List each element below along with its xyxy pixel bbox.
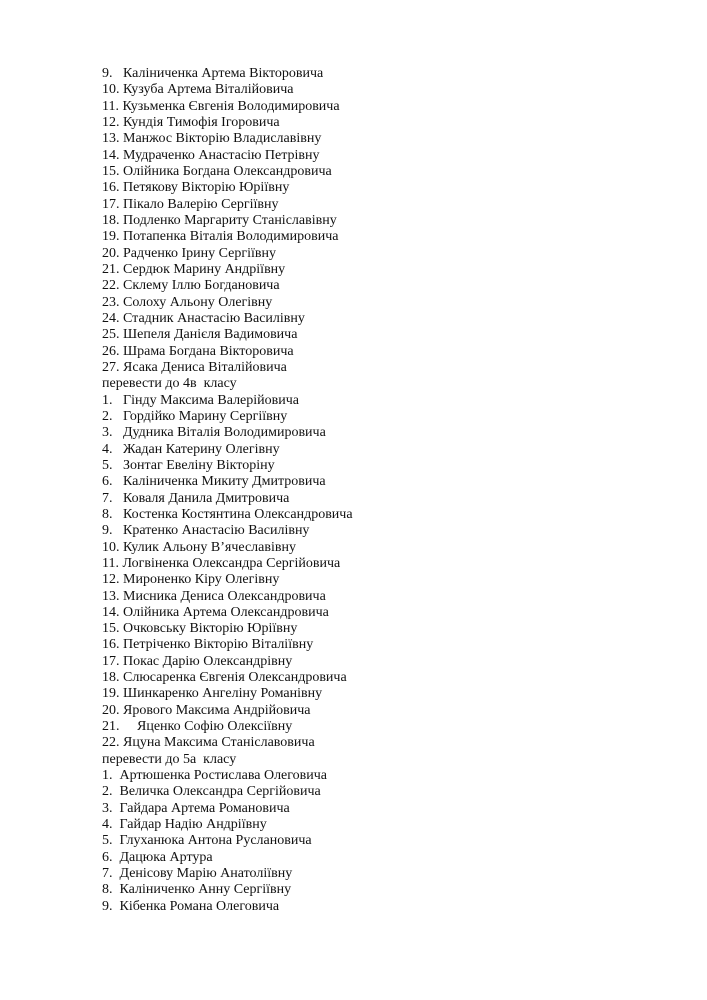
list-item: 21. Яценко Софію Олексіївну xyxy=(102,719,293,735)
list-item: 19. Шинкаренко Ангеліну Романівну xyxy=(102,686,323,702)
list-item: 1. Артюшенка Ростислава Олеговича xyxy=(102,768,328,784)
list-item: 5. Зонтаг Евеліну Вікторіну xyxy=(102,457,275,473)
list-item: 8. Каліниченко Анну Сергіївну xyxy=(102,882,292,898)
list-item: 6. Дацюка Артура xyxy=(102,849,213,865)
list-item: 15. Олійника Богдана Олександровича xyxy=(102,163,332,179)
list-item: 25. Шепеля Данієля Вадимовича xyxy=(102,327,298,343)
list-item: 13. Манжос Вікторію Владиславівну xyxy=(102,131,322,147)
section-heading-5a: перевести до 5а класу xyxy=(102,751,237,767)
list-item: 7. Коваля Данила Дмитровича xyxy=(102,490,290,506)
list-item: 4. Гайдар Надію Андріївну xyxy=(102,817,267,833)
student-list xyxy=(102,66,662,915)
list-item: 26. Шрама Богдана Вікторовича xyxy=(102,343,294,359)
list-item: 3. Гайдара Артема Романовича xyxy=(102,800,290,816)
list-item: 13. Мисника Дениса Олександровича xyxy=(102,588,326,604)
list-item: 9. Каліниченка Артема Вікторовича xyxy=(102,66,324,81)
list-item: 21. Сердюк Марину Андріївну xyxy=(102,261,286,277)
list-item: 17. Покас Дарію Олександрівну xyxy=(102,653,293,669)
list-item: 12. Кундія Тимофія Ігоровича xyxy=(102,114,280,130)
list-item: 2. Величка Олександра Сергійовича xyxy=(102,784,321,800)
list-item: 14. Олійника Артема Олександровича xyxy=(102,604,329,620)
list-item: 24. Стадник Анастасію Василівну xyxy=(102,310,305,326)
list-item: 15. Очковську Вікторію Юріївну xyxy=(102,621,298,637)
list-item: 18. Слюсаренка Євгенія Олександровича xyxy=(102,670,347,686)
list-item: 16. Петріченко Вікторію Віталіївну xyxy=(102,637,314,653)
list-item: 7. Денісову Марію Анатоліївну xyxy=(102,866,293,882)
list-item: 22. Яцуна Максима Станіславовича xyxy=(102,735,315,751)
list-item: 1. Гінду Максима Валерійовича xyxy=(102,392,300,408)
list-item: 5. Глуханюка Антона Руслановича xyxy=(102,833,312,849)
list-item: 9. Кратенко Анастасію Василівну xyxy=(102,523,310,539)
list-item: 10. Кузуба Артема Віталійовича xyxy=(102,82,294,98)
list-item: 19. Потапенка Віталія Володимировича xyxy=(102,229,339,245)
list-item: 23. Солоху Альону Олегівну xyxy=(102,294,273,310)
list-item: 14. Мудраченко Анастасію Петрівну xyxy=(102,147,320,163)
list-item: 17. Пікало Валерію Сергіївну xyxy=(102,196,279,212)
list-item: 4. Жадан Катерину Олегівну xyxy=(102,441,280,457)
list-item: 16. Петякову Вікторію Юріївну xyxy=(102,180,290,196)
list-item: 22. Склему Іллю Богдановича xyxy=(102,278,280,294)
list-item: 8. Костенка Костянтина Олександровича xyxy=(102,506,353,522)
list-item: 27. Ясака Дениса Віталійовича xyxy=(102,359,287,375)
list-item: 20. Радченко Ірину Сергіївну xyxy=(102,245,276,261)
list-item: 20. Ярового Максима Андрійовича xyxy=(102,702,311,718)
list-item: 10. Кулик Альону В’ячеславівну xyxy=(102,539,296,555)
list-item: 11. Кузьменка Євгенія Володимировича xyxy=(102,98,340,114)
list-item: 3. Дудника Віталія Володимировича xyxy=(102,425,326,441)
list-item: 12. Мироненко Кіру Олегівну xyxy=(102,572,280,588)
section-heading-4v: перевести до 4в класу xyxy=(102,376,237,392)
list-item: 2. Гордійко Марину Сергіївну xyxy=(102,408,288,424)
list-item: 9. Кібенка Романа Олеговича xyxy=(102,898,280,914)
list-item: 11. Логвіненка Олександра Сергійовича xyxy=(102,555,341,571)
list-item: 6. Каліниченка Микиту Дмитровича xyxy=(102,474,326,490)
list-item: 18. Подленко Маргариту Станіславівну xyxy=(102,212,337,228)
